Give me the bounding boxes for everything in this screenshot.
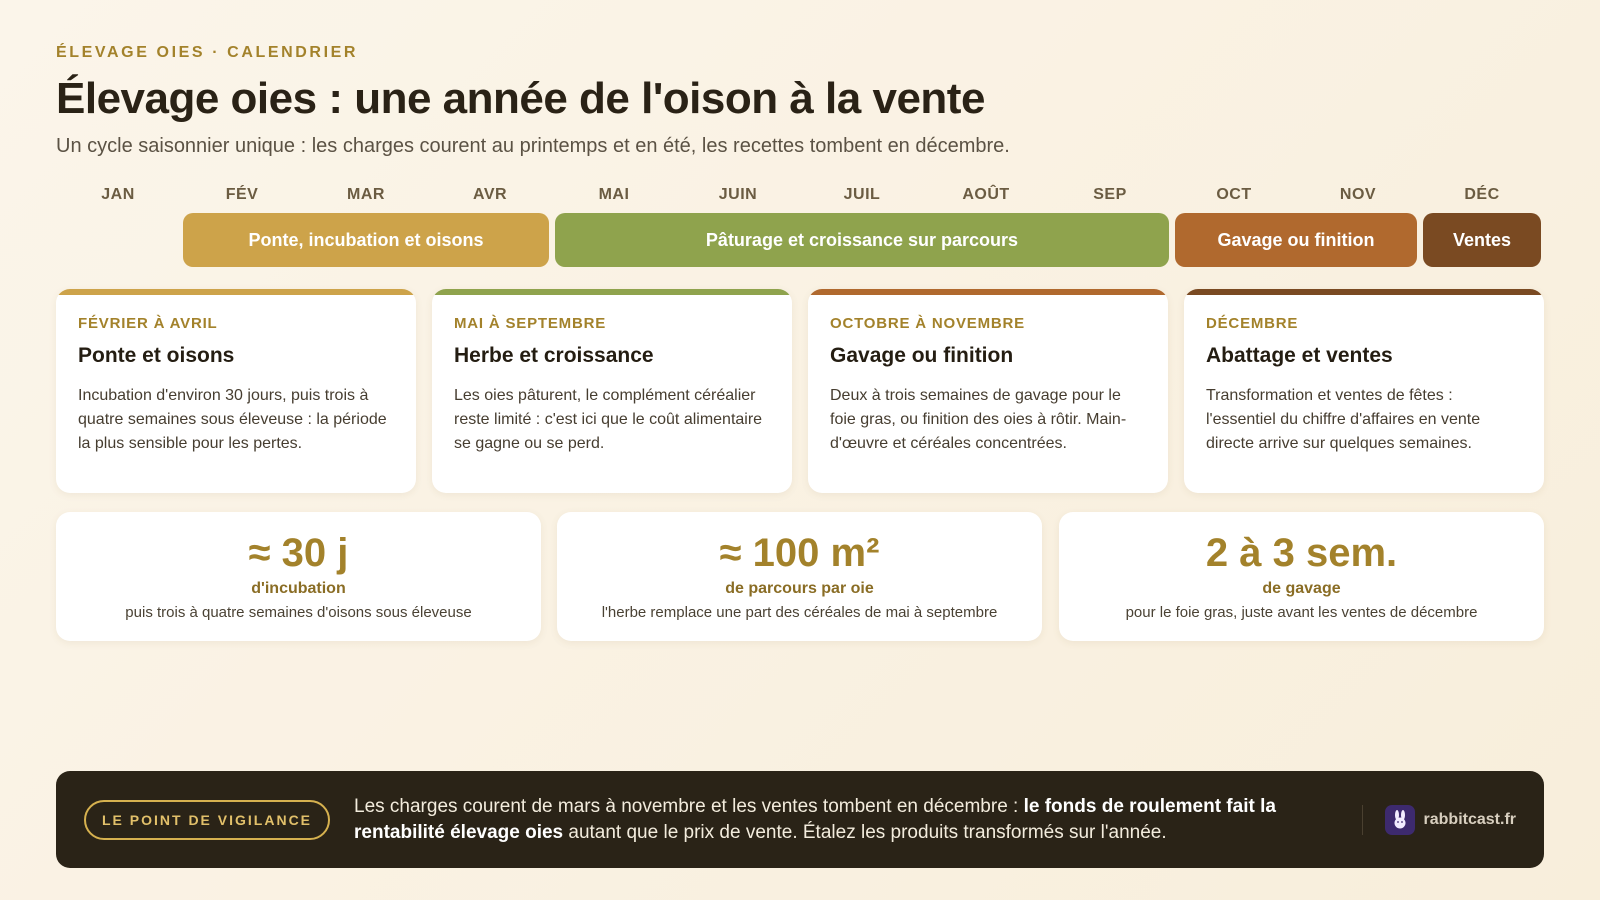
month-label: NOV — [1339, 186, 1377, 203]
stat-note: pour le foie gras, juste avant les ventes de décembre — [1125, 604, 1478, 621]
vigilance-banner — [56, 771, 1544, 868]
month-axis — [56, 186, 1544, 206]
month-label: MAI — [598, 186, 630, 203]
stat-label: de gavage — [1262, 580, 1341, 597]
card-herbe — [432, 289, 792, 493]
month-label: OCT — [1216, 186, 1252, 203]
card-period: FÉVRIER À AVRIL — [78, 315, 218, 332]
page-title: Élevage oies : une année de l'oison à la vente — [56, 74, 985, 123]
kicker: ÉLEVAGE OIES · CALENDRIER — [56, 44, 359, 61]
phase-label: Pâturage et croissance sur parcours — [705, 229, 1019, 250]
vigilance-pill: LE POINT DE VIGILANCE — [84, 800, 330, 840]
phase-gavage — [1175, 213, 1417, 267]
stat-value: ≈ 30 j — [248, 531, 349, 575]
card-ponte — [56, 289, 416, 493]
brand-name[interactable]: rabbitcast.fr — [1423, 810, 1516, 828]
page-subtitle: Un cycle saisonnier unique : les charges courent au printemps et en été, les recettes tombent en décembre. — [56, 135, 1010, 157]
phase-ventes — [1423, 213, 1541, 267]
message-text: Les charges courent de mars à novembre et les ventes tombent en décembre : — [354, 795, 1024, 817]
month-label: AVR — [472, 186, 508, 203]
rabbit-icon — [1385, 805, 1415, 835]
month-label: DÉC — [1464, 186, 1500, 203]
card-text: Deux à trois semaines de gavage pour le foie gras, ou finition des oies à rôtir. Main-d'œuvre et céréales concentrées. — [830, 387, 1127, 452]
card-text: Incubation d'environ 30 jours, puis trois à quatre semaines sous éleveuse : la période la plus sensible pour les pertes. — [78, 387, 387, 452]
card-title: Herbe et croissance — [454, 344, 654, 367]
card-gavage — [808, 289, 1168, 493]
month-label: JUIL — [843, 186, 881, 203]
phase-cards — [56, 289, 1544, 493]
phase-ponte — [183, 213, 549, 267]
stat-value: 2 à 3 sem. — [1205, 531, 1398, 575]
phase-label: Gavage ou finition — [1217, 229, 1375, 250]
card-ventes — [1184, 289, 1544, 493]
stat-label: de parcours par oie — [725, 580, 874, 597]
stat-parcours — [557, 512, 1042, 641]
phase-label: Ventes — [1452, 229, 1512, 250]
stat-note: puis trois à quatre semaines d'oisons sous éleveuse — [125, 604, 472, 621]
stat-value: ≈ 100 m² — [719, 531, 880, 575]
month-label: FÉV — [225, 186, 259, 203]
card-title: Abattage et ventes — [1206, 344, 1393, 367]
card-text: Les oies pâturent, le complément céréalier reste limité : c'est ici que le coût alimentaire se gagne ou se perd. — [454, 387, 763, 452]
month-label: JAN — [101, 186, 135, 203]
month-label: JUIN — [718, 186, 758, 203]
month-label: MAR — [347, 186, 385, 203]
stat-incubation — [56, 512, 541, 641]
card-title: Ponte et oisons — [78, 344, 235, 367]
vigilance-message — [354, 794, 1314, 846]
phase-label: Ponte, incubation et oisons — [248, 229, 484, 250]
card-period: DÉCEMBRE — [1206, 315, 1299, 332]
month-label: AOÛT — [962, 186, 1010, 203]
card-period: OCTOBRE À NOVEMBRE — [830, 315, 1025, 332]
card-title: Gavage ou finition — [830, 344, 1014, 367]
card-period: MAI À SEPTEMBRE — [454, 315, 607, 332]
stat-note: l'herbe remplace une part des céréales de mai à septembre — [601, 604, 998, 621]
stat-gavage — [1059, 512, 1544, 641]
phase-timeline — [56, 213, 1544, 267]
brand[interactable] — [1362, 805, 1516, 835]
phase-paturage — [555, 213, 1169, 267]
stat-label: d'incubation — [251, 580, 346, 597]
key-figures — [56, 512, 1544, 641]
card-text: Transformation et ventes de fêtes : l'essentiel du chiffre d'affaires en vente directe arrive sur quelques semaines. — [1206, 387, 1481, 452]
month-label: SEP — [1093, 186, 1127, 203]
message-highlight: le fonds de roulement fait la rentabilité élevage oies — [354, 795, 1276, 843]
message-text-end: autant que le prix de vente. Étalez les produits transformés sur l'année. — [563, 821, 1167, 843]
